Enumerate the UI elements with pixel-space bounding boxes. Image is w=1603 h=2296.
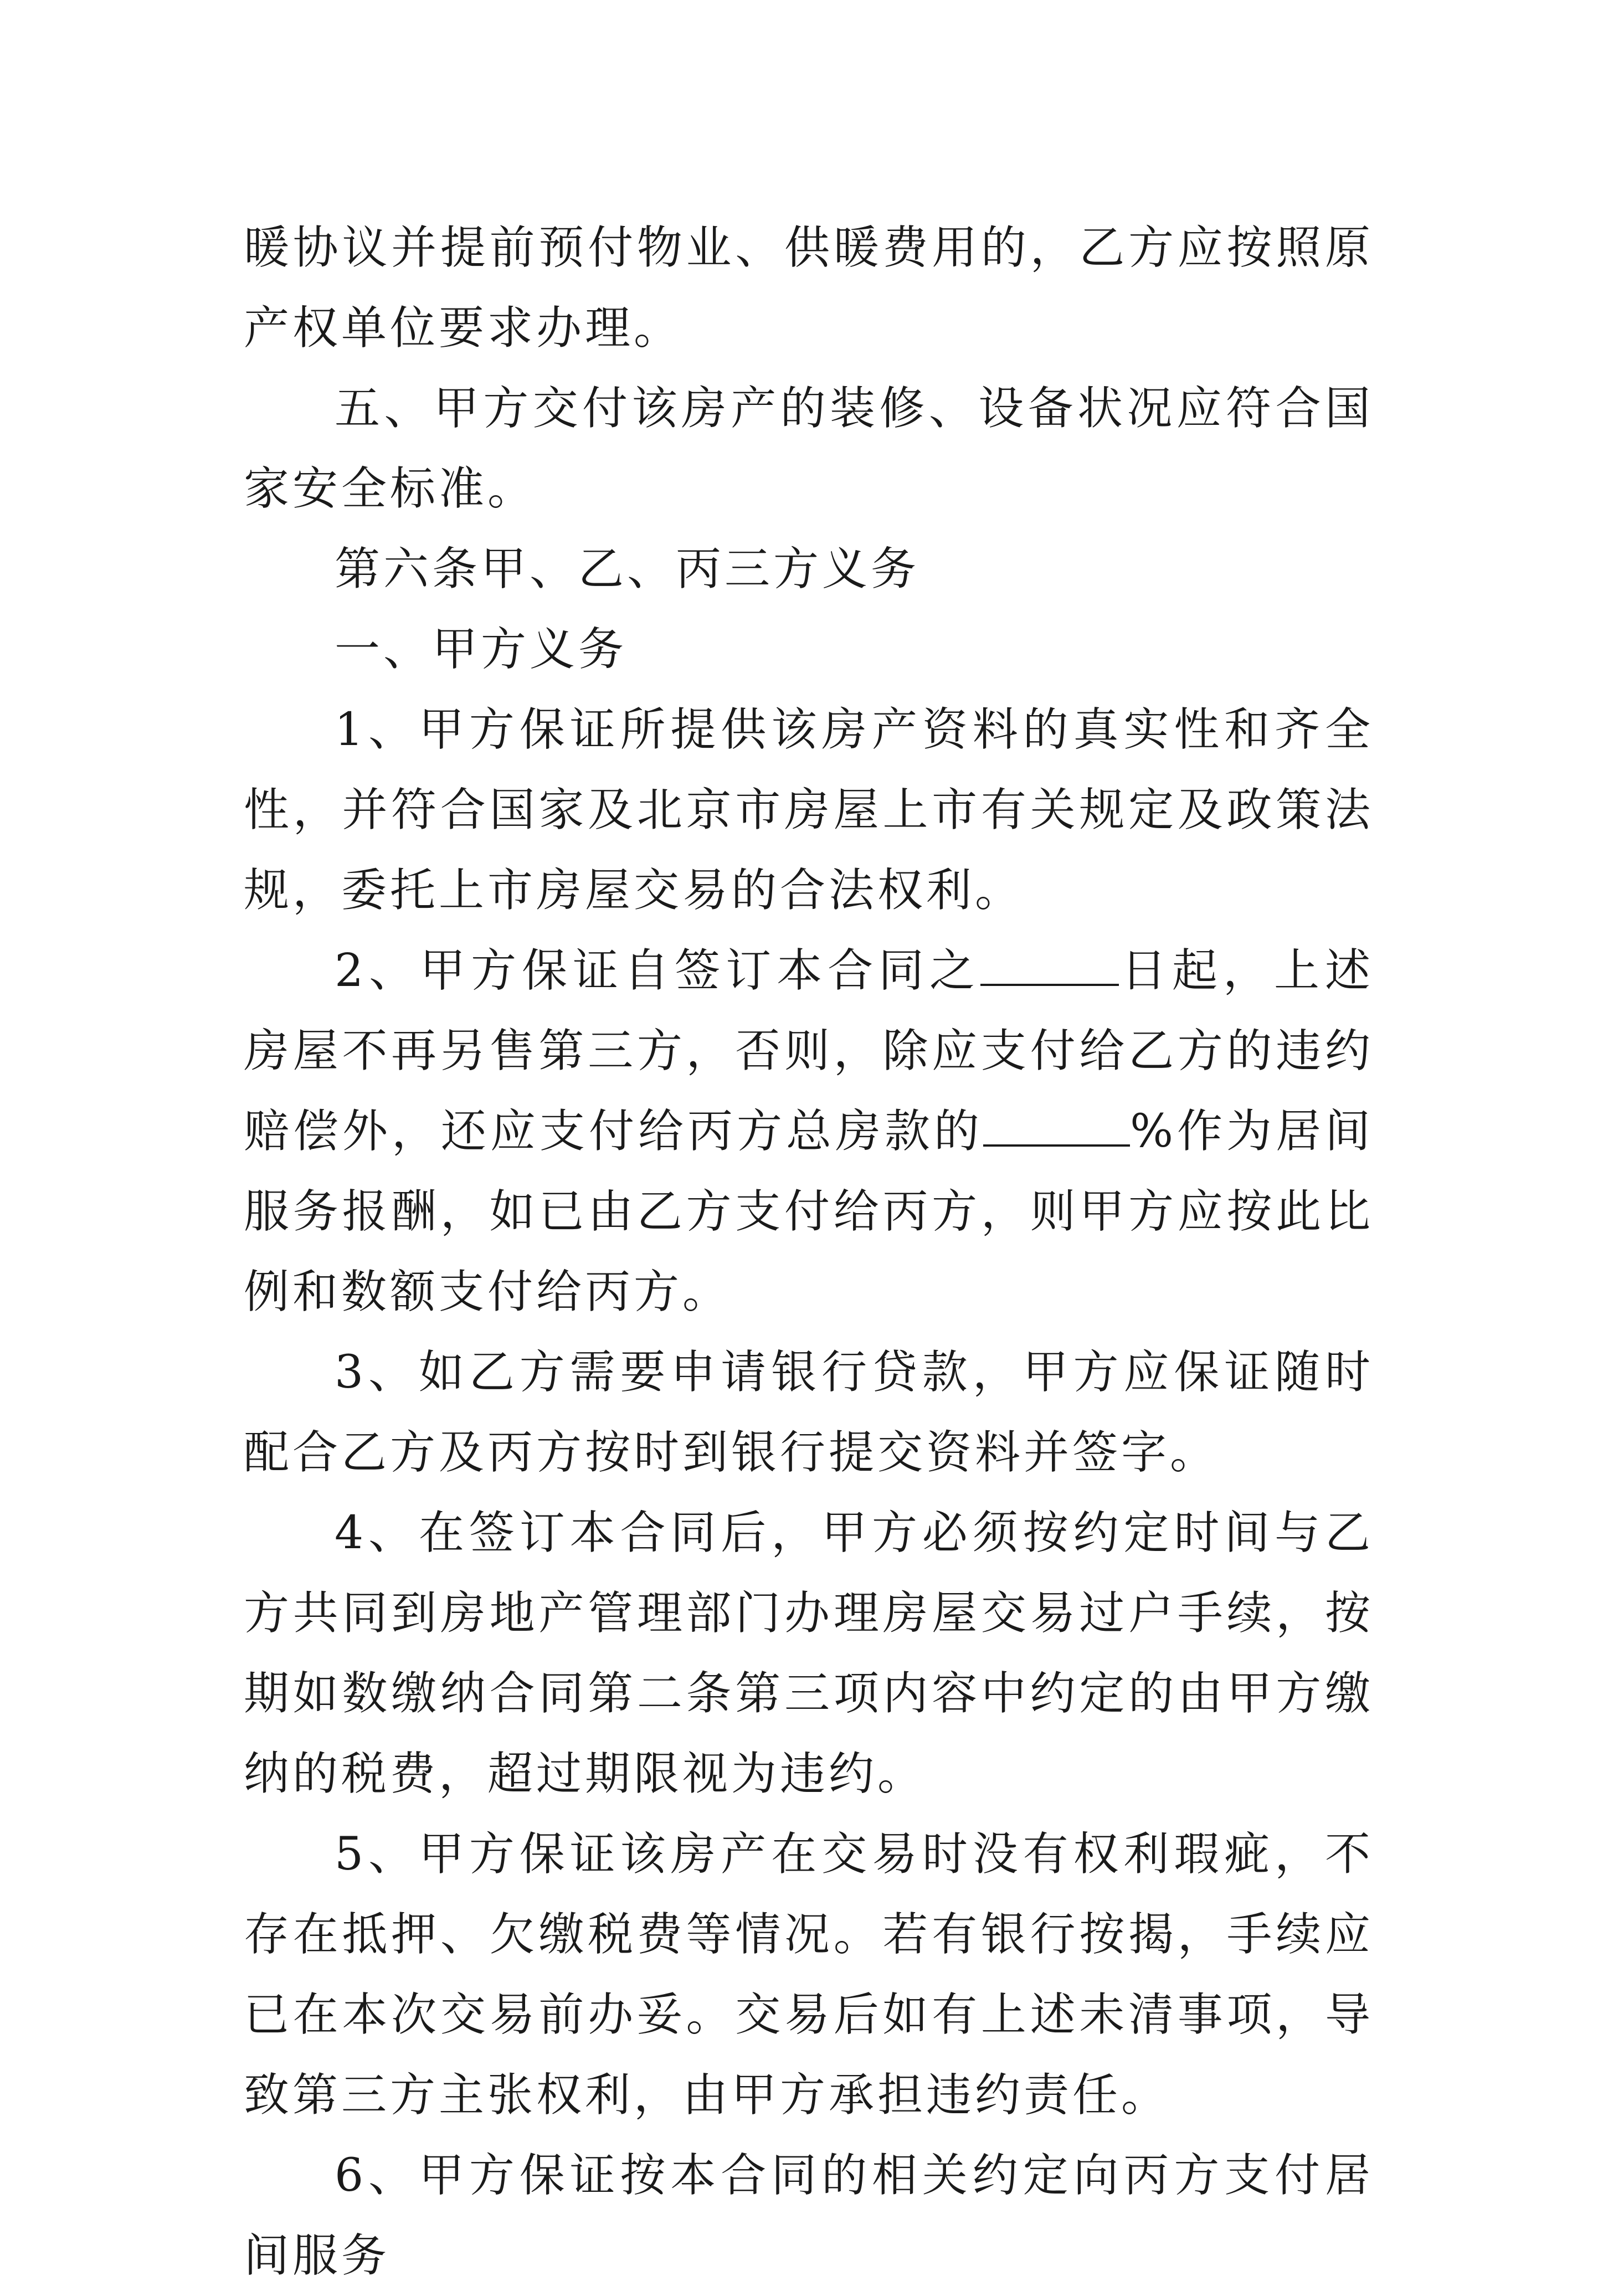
- article-six-heading: 第六条甲、乙、丙三方义务: [335, 543, 920, 595]
- clause-2-text-c: %作为居间服务报酬，如已由乙方支付给丙方，则甲方应按此比例和数额支付给丙方。: [244, 1105, 1374, 1318]
- section-party-a-obligations: 一、甲方义务: [335, 623, 628, 676]
- clause-2: [244, 931, 1374, 1332]
- clause-4: 4、在签订本合同后，甲方必须按约定时间与乙方共同到房地产管理部门办理房屋交易过户手续，按期如数缴纳合同第二条第三项内容中约定的由甲方缴纳的税费，超过期限视为违约。: [244, 1507, 1374, 1800]
- blank-days-field: [980, 944, 1119, 986]
- clause-5: 5、甲方保证该房产在交易时没有权利瑕疵，不存在抵押、欠缴税费等情况。若有银行按揭，手续应已在本次交易前办妥。交易后如有上述未清事项，导致第三方主张权利，由甲方承担违约责任。: [244, 1828, 1374, 2122]
- paragraph-continuation: 暖协议并提前预付物业、供暖费用的，乙方应按照原产权单位要求办理。: [244, 222, 1374, 355]
- document-body: [244, 208, 1374, 2296]
- clause-2-text-a: 2、甲方保证自签订本合同之: [335, 944, 981, 997]
- clause-3: 3、如乙方需要申请银行贷款，甲方应保证随时配合乙方及丙方按时到银行提交资料并签字。: [244, 1346, 1374, 1479]
- clause-1: 1、甲方保证所提供该房产资料的真实性和齐全性，并符合国家及北京市房屋上市有关规定及政策法规，委托上市房屋交易的合法权利。: [244, 703, 1374, 917]
- clause-6: 6、甲方保证按本合同的相关约定向丙方支付居间服务: [244, 2149, 1374, 2282]
- clause-2-text-b: 日起，上述房屋不再另售第三方，否则，除应支付给乙方的违约赔偿外，还应支付给丙方总房款的: [244, 944, 1374, 1158]
- blank-percent-field: [983, 1105, 1130, 1147]
- paragraph-item-5: 五、甲方交付该房产的装修、设备状况应符合国家安全标准。: [244, 382, 1374, 515]
